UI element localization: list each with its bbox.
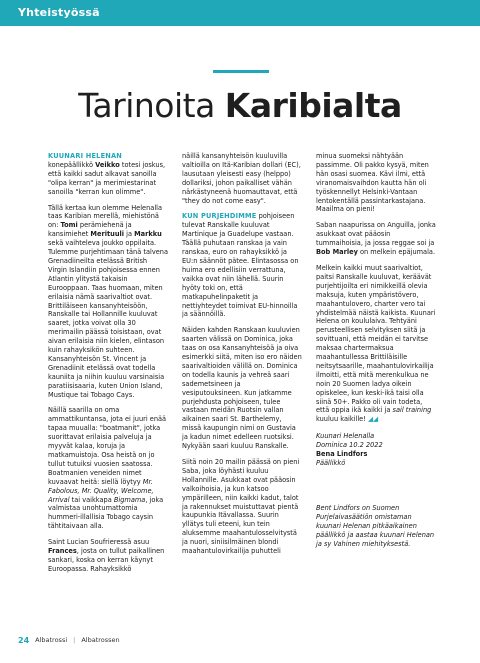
paragraph: Saban naapurissa on Anguilla, jonka asukkaat ovat pääosin tummaihoisia, ja jossa reggae soi ja Bob Marley on melkein epäjumala. xyxy=(316,221,436,257)
end-mark-icon: ◢◢ xyxy=(367,415,379,424)
article-title xyxy=(0,86,480,125)
paragraph: Näillä saarilla on oma ammattikuntansa, jota ei juuri enää tapaa muualla: "boatmanit", jotka suorittavat erilaisia palveluja ja myyvät kalaa, koruja ja matkamuistoja. Osa heistä on jo tullut tutuiksi vuosien saatossa. Boatmanien veneiden nimet kuvaavat heitä: siellä löytyy Mr. Fabolous, Mr. Quality, Welcome, Arrival tai vaikkapa Bigmama, joka valmistaa unohtumattomia hummeri-illallisia Tobago caysin tähtitaivaan alla. xyxy=(48,406,167,531)
paragraph: näillä kansanyhteisön kuuluvilla valtioilla on Itä-Karibian dollari (EC), lausutaan yleisesti easy (helppo) dollariksi, johon paikalliset vähän närkästyneenä huomauttavat, että "they do not come easy". xyxy=(182,152,301,205)
paragraph: Melkein kaikki muut saarivaltiot, paitsi Ranskalle kuuluvat, keräävät purjehtijoilta eri nimikkeillä olevia maksuja, kuten ympäristövero, maahantulovero, charter vero tai yhdistelmää näistä kaikista. Kuunari Helena on koululaiva. Tehtyäni perusteellisen selvityksen siitä ja sovittuani, että meidän ei tarvitse maksaa chartermaksua maahantullessa Brittiläisille neitsytsaarille, maahantulovirkailija ilmoitti, että mitä merenkulkua ne noin 20 Suomen ladya oikein opiskelee, kun keski-ikä taisi olla siinä 50+. Pakko oli vain todeta, että oppia ikä kaikki ja sail training kuuluu kaikille! ◢◢ xyxy=(316,263,436,424)
title-bold: Karibialta xyxy=(224,86,402,125)
article-column-3 xyxy=(316,152,436,612)
signature-role: Päällikkö xyxy=(316,459,346,467)
article-body xyxy=(48,152,436,612)
paragraph: Näiden kahden Ranskaan kuuluvien saarten välissä on Dominica, joka taas on osa Kansanyhteisöä ja oiva esimerkki siitä, miten iso ero näiden saarivaltioiden välillä on. Dominica on todella kaunis ja vehreä saari sademetsineen ja vesiputouksineen. Kun jatkamme purjehdusta pohjoiseen, tulee vastaan meidän Ruotsin vallan aikainen saari St. Barthelemy, missä kaupungin nimi on Gustavia ja kadun nimet edelleen ruotsiksi. Nykyään saari kuuluu Ranskalle. xyxy=(182,326,302,451)
page-footer xyxy=(18,634,120,646)
signature-author: Bena Lindfors xyxy=(316,450,368,459)
publication-name: Albatrossi xyxy=(35,636,68,644)
publication-name-swedish: Albatrossen xyxy=(81,636,120,644)
footer-separator: | xyxy=(73,636,76,644)
title-accent-rule xyxy=(213,70,269,73)
paragraph: KUUNARI HELENAN konepäällikkö Veikko totesi joskus, että kaikki sadut alkavat sanoilla "olipa kerran" ja merimiestarinat sanoilla "kerran kun olimme". xyxy=(48,152,166,196)
paragraph: Siitä noin 20 mailin päässä on pieni Saba, joka löyhästi kuuluu Hollannille. Asukkaat ovat pääosin valkoihoisia, ja kun katsoo ympärilleen, niin kaikki kadut, talot ja rakennukset muistuttavat pientä kaupunkia Itävallassa. Suurin yllätys tuli eteeni, kun tein aluksemme maahantulosselvitystä ja nuori, siniisilmäinen blondi maahantulovirkailija puhutteli xyxy=(182,458,300,556)
signature-date: Dominica 10.2 2022 xyxy=(316,441,383,450)
author-bio: Bent Lindfors on Suomen Purjelaivasäätiön omistaman kuunari Helenan pitkäaikainen päällikkö ja aastaa kuunari Helenan ja sy Vahinen miehityksestä. xyxy=(316,503,435,548)
author-signature xyxy=(316,432,436,468)
title-light: Tarinoita xyxy=(78,86,225,125)
page-number: 24 xyxy=(18,635,30,645)
paragraph: Tällä kertaa kun olemme Helenalla taas Karibian merellä, miehistönä on: Tomi perämiehenä ja kansimiehet Merituuli ja Markku sekä vaihteleva joukko oppilaita. Tulemme purjehtimaan tänä talvena Grenadiineilta etelässä British Virgin Islandiin pohjoisessa ennen Atlantin ylitystä takaisin Eurooppaan. Taas huomaan, miten erilaisia nämä saarivaltiot ovat. Brittiläiseen kansanyhteisöön, Ranskalle tai Hollannille kuuluvat saaret, jotka voivat olla 30 merimailin päässä toisistaan, ovat aivan erilaisia niin kielen, elintason kuin rahayksikön suhteen. Kansanyhteisön St. Vincent ja Grenadiinit etelässä ovat todella kauniita ja niihin kuuluu varsinaisia paratiisisaaria, kuten Union Island, Mustique tai Tobago Cays. xyxy=(48,203,169,399)
article-column-1 xyxy=(48,152,168,612)
signature-location: Kuunari Helenalla xyxy=(316,432,375,441)
paragraph: Saint Lucian Soufrieressä asuu Frances, josta on tullut paikallinen sankari, koska on kerran käynyt Euroopassa. Rahayksikkö xyxy=(48,538,165,573)
article-column-2 xyxy=(182,152,302,612)
section-label: Yhteistyössä xyxy=(18,6,100,19)
paragraph: minua suomeksi nähtyään passimme. Oli pakko kysyä, miten hän osasi suomea. Kävi ilmi, että viranomaisvaihdon kautta hän oli työskennellyt Helsinki-Vantaan lentokentällä passintarkastajana. Maailma on pieni! xyxy=(316,152,429,214)
paragraph: KUN PURJEHDIMME pohjoiseen tulevat Ranskalle kuuluvat Martinique ja Guadelupe vastaan. Täällä puhutaan ranskaa ja vain ranskaa, euro on rahayksikkö ja EU:n säännöt pätee. Elintasossa on huima ero edellisiin verrattuna, vaikka ovat niin lähellä. Suurin hyöty toki on, että matkapuhelinpaketit ja nettiyhteydet toimivat EU-hinnoilla ja säännöillä. xyxy=(182,212,299,319)
